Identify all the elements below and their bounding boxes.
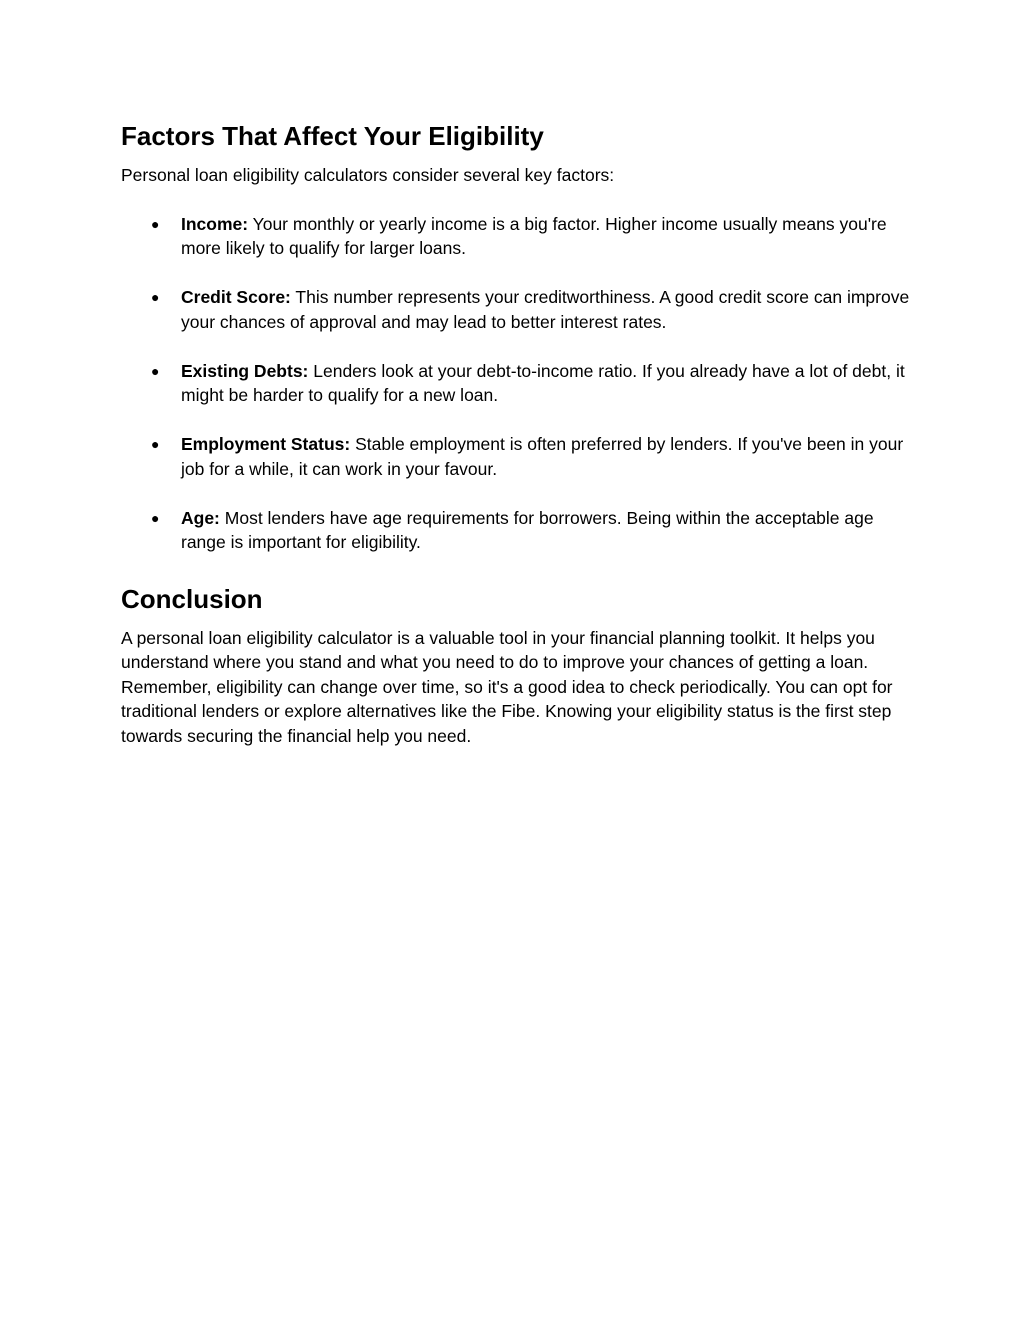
factor-text: Stable employment is often preferred by lenders. If you've been in your job for a while, it can work in your favour. xyxy=(181,434,904,479)
bullet-icon: ● xyxy=(151,215,160,232)
bullet-icon: ● xyxy=(151,436,160,452)
factor-term: Employment Status: xyxy=(181,434,351,454)
factor-text: Your monthly or yearly income is a big factor. Higher income usually means you're more likely to qualify for larger loans. xyxy=(181,213,887,258)
conclusion-paragraph: A personal loan eligibility calculator is a valuable tool in your financial planning toolkit. It helps you understand where you stand and what you need to do to improve your chances of getting a loan. Remember, eligibility can change over time, so it's a good idea to check periodically. You can opt for traditional lenders or explore alternatives like the Fibe. Knowing your eligibility status is the first step towards securing the financial help you need. xyxy=(121,627,893,746)
factor-item-credit-score xyxy=(121,285,911,334)
bullet-icon: ● xyxy=(151,289,160,305)
factor-term: Credit Score: xyxy=(181,287,291,307)
factor-term: Age: xyxy=(181,507,220,528)
factors-list xyxy=(121,212,911,555)
bullet-icon: ● xyxy=(151,509,160,526)
factor-term: Income: xyxy=(181,213,249,234)
factors-heading: Factors That Affect Your Eligibility xyxy=(121,121,544,151)
conclusion-heading: Conclusion xyxy=(121,583,263,614)
factor-item-income xyxy=(121,212,911,261)
factor-item-age xyxy=(121,506,911,555)
bullet-icon: ● xyxy=(151,362,160,379)
factors-intro: Personal loan eligibility calculators consider several key factors: xyxy=(121,165,615,185)
factor-item-existing-debts xyxy=(121,359,911,408)
document-page xyxy=(121,118,911,748)
factor-term: Existing Debts: xyxy=(181,360,309,381)
factor-text: This number represents your creditworthiness. A good credit score can improve your chances of approval and may lead to better interest rates. xyxy=(181,287,910,332)
factor-text: Lenders look at your debt-to-income ratio. If you already have a lot of debt, it might be harder to qualify for a new loan. xyxy=(181,360,905,405)
factor-text: Most lenders have age requirements for borrowers. Being within the acceptable age range is important for eligibility. xyxy=(181,507,874,552)
factor-item-employment-status xyxy=(121,432,911,481)
